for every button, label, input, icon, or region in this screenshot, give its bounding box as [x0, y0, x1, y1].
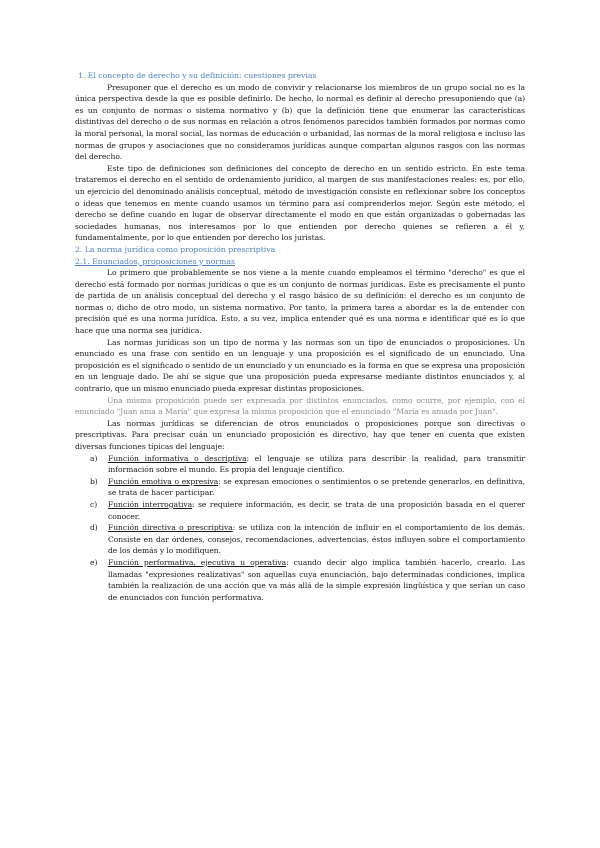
function-text: : el lenguaje se utiliza para describir la realidad, para transmitir información sobre el mundo. Es propia del lenguaje científico.: [108, 453, 525, 475]
language-functions-list: [75, 453, 525, 604]
function-text: : se utiliza con la intención de influir en el comportamiento de los demás. Consiste en dar órdenes, consejos, recomendaciones, advertencias, éstos influyen sobre el comportamiento de los demás y lo modifiquen.: [108, 523, 526, 556]
list-marker: d): [90, 523, 98, 533]
function-title: Función informativa o descriptiva: [108, 453, 247, 463]
list-marker: e): [90, 557, 98, 567]
list-item: [75, 453, 525, 476]
function-title: Función emotiva o expresiva: [108, 476, 219, 486]
function-text: : cuando decir algo implica también hacerlo, crearlo. Las llamadas "expresiones realizativas" son aquellas cuya enunciación, bajo determinadas condiciones, implica también la realización de una acción que va más allá de la simple expresión lingüística y que serían un caso de enunciados con función performativa.: [108, 557, 525, 602]
function-title: Función performativa, ejecutiva u operativa: [108, 557, 287, 567]
list-marker: c): [90, 499, 98, 509]
example-paragraph: Una misma proposición puede ser expresada por distintos enunciados, como ocurre, por ejemplo, con el enunciado "Juan ama a María" que expresa la misma proposición que el enunciado "María es amada por Juan".: [75, 395, 525, 417]
function-text: : se expresan emociones o sentimientos o se pretende generarlos, en definitiva, se trata de hacer participar.: [108, 476, 525, 498]
function-text: : se requiere información, es decir, se trata de una proposición basada en el querer conocer.: [108, 499, 525, 521]
list-item: [75, 499, 525, 522]
function-title: Función interrogativa: [108, 499, 193, 509]
paragraph-6: Las normas jurídicas se diferencian de otros enunciados o proposiciones porque son directivas o prescriptivas. Para precisar cuán un enunciado proposición es directivo, hay que tener en cuenta que existen diversas funciones típicas del lenguaje:: [75, 418, 525, 451]
list-marker: b): [90, 476, 98, 486]
list-item: [75, 476, 525, 499]
subsection-heading-2-1: 2.1. Enunciados, proposiciones y normas: [75, 256, 235, 266]
paragraph-4: Las normas jurídicas son un tipo de norma y las normas son un tipo de enunciados o proposiciones. Un enunciado es una frase con sentido en un lenguaje y una proposición es el significado de un enunciado. Una proposición es el significado o sentido de un enunciado y un enunciado es la forma en que se expresa una proposición en un lenguaje dado. De ahí se sigue que una proposición pueda expresarse mediante distintos enunciados y, al contrario, que un mismo enunciado pueda expresar distintas proposiciones.: [75, 337, 525, 394]
paragraph-2: Este tipo de definiciones son definiciones del concepto de derecho en un sentido estricto. En este tema trataremos el derecho en el sentido de ordenamiento jurídico, al margen de sus manifestaciones reales: es, por ello, un ejercicio del denominado análisis conceptual, método de investigación consiste en reflexionar sobre los conceptos o ideas que tenemos en mente cuando usamos un término para así comprenderlos mejor. Según este método, el derecho se define cuando en lugar de observar directamente el modo en que están organizadas o gobernadas las sociedades humanas, nos interesamos por lo que entienden por derecho quienes se refieren a él y, fundamentalmente, por lo que entienden por derecho los juristas.: [75, 163, 525, 243]
list-item: [75, 557, 525, 603]
paragraph-3: Lo primero que probablemente se nos viene a la mente cuando empleamos el término "derecho" es que el derecho está formado por normas jurídicas o que es un conjunto de normas jurídicas. Este es precisamente el punto de partida de un análisis conceptual del derecho y el rasgo básico de su definición: el derecho es un conjunto de normas o, dicho de otro modo, un sistema normativo. Por tanto, la primera tarea a abordar es la de entender con precisión qué es una norma jurídica. Esto, a su vez, implica entender qué es una norma e identificar qué es lo que hace que una norma sea jurídica.: [75, 268, 525, 336]
paragraph-1: Presuponer que el derecho es un modo de convivir y relacionarse los miembros de un grupo social no es la única perspectiva desde la que es posible definirlo. De hecho, lo normal es definir al derecho presuponiendo que (a) es un conjunto de normas o sistema normativo y (b) que la definición tiene que enumerar las características distintivas del derecho o de sus normas en relación a otros fenómenos parecidos también formados por normas como la moral personal, la moral social, las normas de educación o urbanidad, las normas de la moral religiosa e incluso las normas de grupos y asociaciones que no consideramos jurídicas aunque compartan algunos rasgos con las normas del derecho.: [75, 82, 525, 162]
list-item: [75, 522, 525, 557]
list-marker: a): [90, 453, 98, 463]
function-title: Función directiva o prescriptiva: [108, 523, 233, 533]
section-heading-2: 2. La norma jurídica como proposición prescriptiva: [75, 244, 276, 254]
section-heading-1: 1. El concepto de derecho y su definición: cuestiones previas: [78, 71, 317, 80]
